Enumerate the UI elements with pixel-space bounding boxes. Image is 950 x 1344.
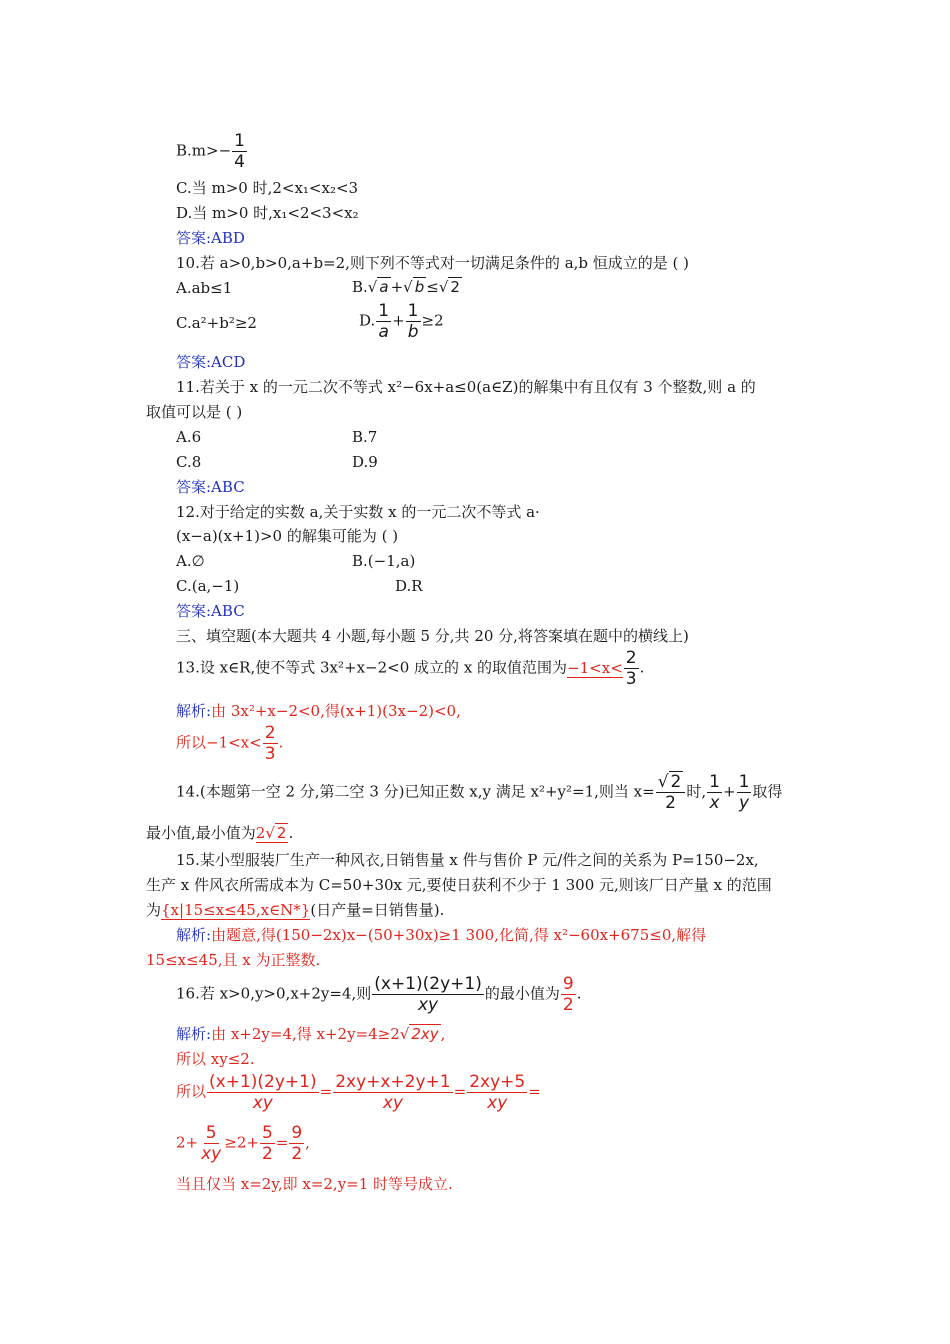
fraction: $\frac{1}{4}$ — [234, 131, 245, 172]
q13-stem: 13.设 x∈R,使不等式 3x²+x−2<0 成立的 x 的取值范围为−1<x< $\frac{2}{3}$ . — [176, 648, 645, 689]
q10-option-c: C.a²+b²≥2 — [176, 314, 257, 332]
q15-answer: {x|15≤x≤45,x∈N*} — [161, 901, 311, 919]
q15-stem-line3: 为{x|15≤x≤45,x∈N*}(日产量=日销售量). — [146, 901, 445, 919]
q13-analysis-line2: 所以−1<x< $\frac{2}{3}$ . — [176, 723, 284, 764]
q11-option-a: A.6 — [176, 428, 202, 446]
q13-answer: −1<x< — [567, 658, 623, 677]
q11-stem-line2: 取值可以是 ( ) — [146, 403, 243, 421]
q16-analysis-line3: 所以 $\frac{(x+1)(2y+1)}{xy}$ = $\frac{2xy+x+2y+1}{xy}$ = $\frac{2xy+5}{xy}$ = — [176, 1072, 541, 1113]
section-heading: 三、填空题(本大题共 4 小题,每小题 5 分,共 20 分,将答案填在题中的横线上) — [176, 627, 689, 645]
q16-analysis-line2: 所以 xy≤2. — [176, 1050, 255, 1068]
q16-analysis-line5: 当且仅当 x=2y,即 x=2,y=1 时等号成立. — [176, 1175, 453, 1193]
q11-option-d: D.9 — [352, 453, 378, 471]
q16-analysis-line4: 2+ $\frac{5}{xy}$ ≥2+ $\frac{5}{2}$ = $\frac{9}{2}$ , — [176, 1123, 310, 1164]
q10-option-d: D. $\frac{1}{a}$ + $\frac{1}{b}$ ≥2 — [359, 301, 444, 342]
q16-analysis-line1: 解析:由 x+2y=4,得 x+2y=4≥2√ 2xy , — [176, 1025, 446, 1043]
q12-option-a: A.∅ — [176, 552, 205, 570]
q14-stem-line1: 14.(本题第一空 2 分,第二空 3 分)已知正数 x,y 满足 x²+y²=1,则当 x= $\frac{√ 2}{2}$ 时, $\frac{1}{x}$ + $\frac{1}{y}$ 取得 — [176, 772, 783, 813]
q10-stem: 10.若 a>0,b>0,a+b=2,则下列不等式对一切满足条件的 a,b 恒成立的是 ( ) — [176, 254, 690, 272]
q15-stem-line1: 15.某小型服装厂生产一种风衣,日销售量 x 件与售价 P 元/件之间的关系为 P=150−2x, — [176, 851, 759, 869]
q11-stem-line1: 11.若关于 x 的一元二次不等式 x²−6x+a≤0(a∈Z)的解集中有且仅有 3 个整数,则 a 的 — [176, 378, 756, 396]
q11-option-c: C.8 — [176, 453, 202, 471]
q12-answer: 答案:ABC — [176, 602, 245, 620]
q10-answer: 答案:ACD — [176, 353, 246, 371]
q9-answer: 答案:ABD — [176, 229, 245, 247]
q12-option-d: D.R — [395, 577, 423, 595]
q12-stem-line1: 12.对于给定的实数 a,关于实数 x 的一元二次不等式 a· — [176, 503, 540, 521]
q10-option-a: A.ab≤1 — [176, 279, 233, 297]
q11-answer: 答案:ABC — [176, 478, 245, 496]
q15-analysis-line2: 15≤x≤45,且 x 为正整数. — [146, 951, 321, 969]
q14-stem-line2: 最小值,最小值为2√ 2 . — [146, 824, 294, 842]
q15-stem-line2: 生产 x 件风衣所需成本为 C=50+30x 元,要使日获利不少于 1 300 元,则该厂日产量 x 的范围 — [146, 876, 772, 894]
q10-option-b: B.√ a +√ b ≤√ 2 — [352, 278, 460, 296]
q13-analysis-line1: 解析:由 3x²+x−2<0,得(x+1)(3x−2)<0, — [176, 702, 461, 720]
q9-option-c: C.当 m>0 时,2<x₁<x₂<3 — [176, 179, 359, 197]
q12-option-b: B.(−1,a) — [352, 552, 416, 570]
q12-stem-line2: (x−a)(x+1)>0 的解集可能为 ( ) — [176, 527, 399, 545]
q12-option-c: C.(a,−1) — [176, 577, 240, 595]
q15-analysis-line1: 解析:由题意,得(150−2x)x−(50+30x)≥1 300,化简,得 x²−60x+675≤0,解得 — [176, 926, 707, 944]
q16-stem: 16.若 x>0,y>0,x+2y=4,则 $\frac{(x+1)(2y+1)}{xy}$ 的最小值为 $\frac{9}{2}$ . — [176, 974, 582, 1015]
q11-option-b: B.7 — [352, 428, 378, 446]
q9-option-d: D.当 m>0 时,x₁<2<3<x₂ — [176, 204, 359, 222]
q14-answer: 2√ 2 — [255, 824, 287, 842]
q9-option-b: B.m>− $\frac{1}{4}$ — [176, 131, 245, 172]
